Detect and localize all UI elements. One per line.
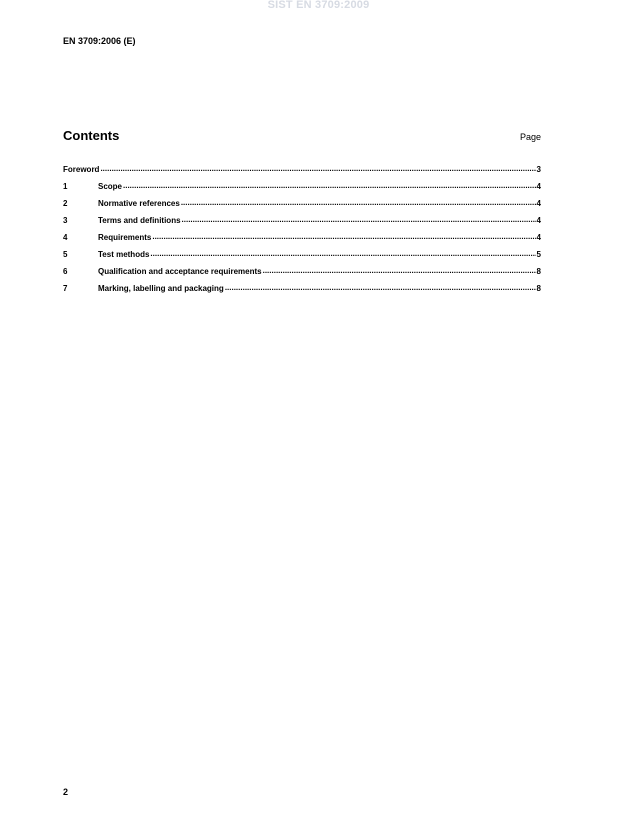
toc-leader-dots: [181, 198, 536, 207]
toc-entry-title: Marking, labelling and packaging: [98, 284, 224, 293]
toc-leader-dots: [152, 232, 535, 241]
toc-entry-page: 4: [536, 182, 541, 191]
toc-entry-number: 7: [63, 284, 68, 293]
toc-entry-marking-labelling-packaging[interactable]: [63, 284, 541, 301]
toc-entry-normative-references[interactable]: [63, 199, 541, 216]
toc-entry-title: Terms and definitions: [98, 216, 181, 225]
page-column-label: Page: [519, 132, 541, 142]
toc-entry-title: Scope: [98, 182, 123, 191]
toc-entry-scope[interactable]: [63, 182, 541, 199]
toc-entry-title: Requirements: [98, 233, 152, 242]
toc-leader-dots: [100, 164, 535, 173]
toc-entry-title: Qualification and acceptance requirements: [98, 267, 262, 276]
toc-entry-title: Foreword: [63, 165, 100, 174]
watermark: SIST EN 3709:2009: [267, 0, 370, 11]
contents-title: Contents: [63, 128, 120, 143]
toc-leader-dots: [225, 283, 536, 292]
toc-entry-qualification-and-acceptance[interactable]: [63, 267, 541, 284]
toc-entry-number: 6: [63, 267, 68, 276]
toc-entry-terms-and-definitions[interactable]: [63, 216, 541, 233]
toc-leader-dots: [150, 249, 535, 258]
toc-entry-number: 5: [63, 250, 68, 259]
toc-entry-number: 3: [63, 216, 68, 225]
toc-leader-dots: [182, 215, 536, 224]
toc-entry-test-methods[interactable]: [63, 250, 541, 267]
toc-entry-foreword[interactable]: [63, 165, 541, 182]
document-id: EN 3709:2006 (E): [63, 36, 136, 46]
toc-entry-title: Test methods: [98, 250, 150, 259]
toc-entry-page: 8: [536, 284, 541, 293]
toc-entry-page: 8: [536, 267, 541, 276]
toc-entry-requirements[interactable]: [63, 233, 541, 250]
toc-entry-title: Normative references: [98, 199, 180, 208]
toc-entry-page: 4: [536, 233, 541, 242]
toc-leader-dots: [123, 181, 536, 190]
toc-leader-dots: [263, 266, 536, 275]
toc-entry-page: 3: [536, 165, 541, 174]
toc-entry-page: 5: [536, 250, 541, 259]
toc-entry-number: 2: [63, 199, 68, 208]
toc-entry-page: 4: [536, 199, 541, 208]
toc-entry-page: 4: [536, 216, 541, 225]
toc-entry-number: 4: [63, 233, 68, 242]
table-of-contents: [63, 165, 541, 301]
toc-entry-number: 1: [63, 182, 68, 191]
footer-page-number: 2: [63, 787, 69, 797]
